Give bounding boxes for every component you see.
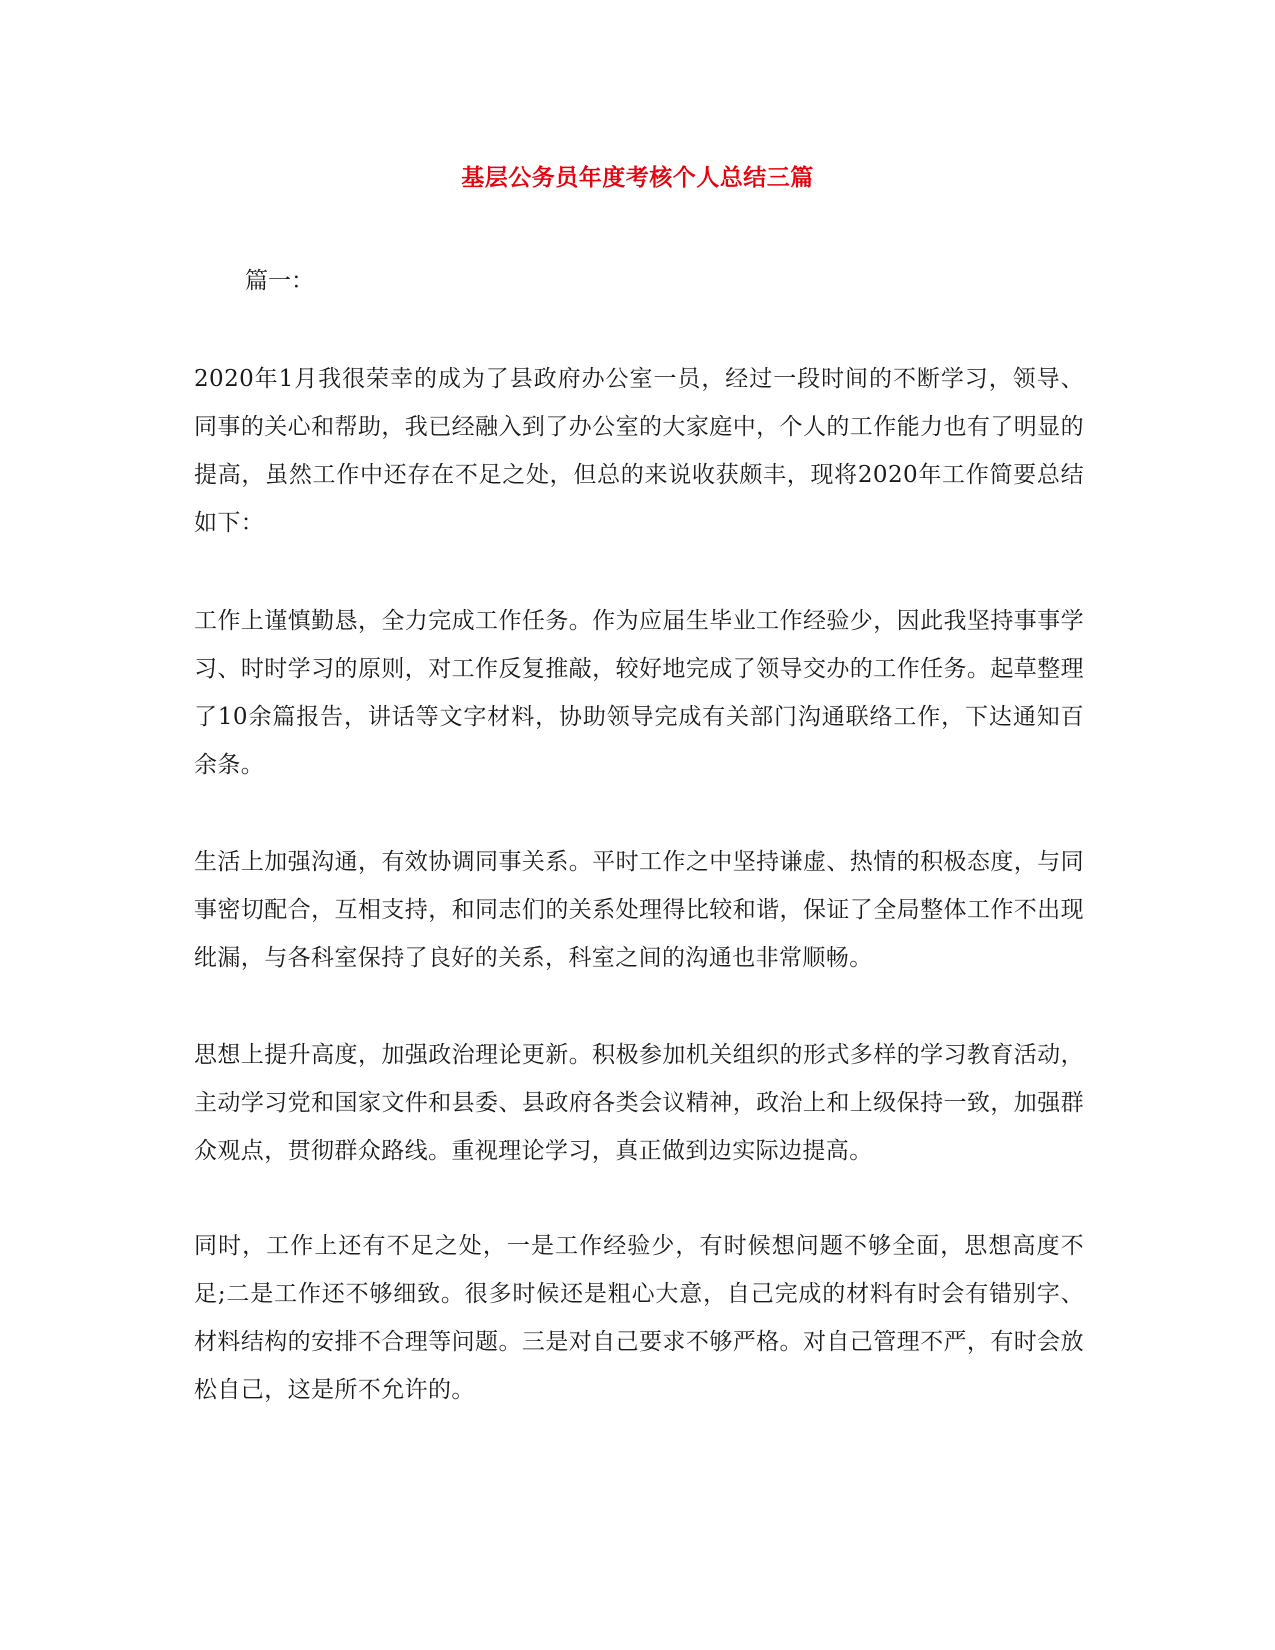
paragraph-intro: 2020年1月我很荣幸的成为了县政府办公室一员，经过一段时间的不断学习，领导、同事的关心和帮助，我已经融入到了办公室的大家庭中，个人的工作能力也有了明显的提高，虽然工作中还存在不足之处，但总的来说收获颇丰，现将2020年工作简要总结如下：: [194, 366, 1084, 536]
paragraph-work: 工作上谨慎勤恳，全力完成工作任务。作为应届生毕业工作经验少，因此我坚持事事学习、时时学习的原则，对工作反复推敲，较好地完成了领导交办的工作任务。起草整理了10余篇报告，讲话等文字材料，协助领导完成有关部门沟通联络工作，下达通知百余条。: [194, 608, 1084, 778]
paragraph-thought: 思想上提升高度，加强政治理论更新。积极参加机关组织的形式多样的学习教育活动，主动学习党和国家文件和县委、县政府各类会议精神，政治上和上级保持一致，加强群众观点，贯彻群众路线。重视理论学习，真正做到边实际边提高。: [194, 1042, 1084, 1164]
document-title: 基层公务员年度考核个人总结三篇: [461, 164, 814, 191]
paragraph-shortcomings: 同时，工作上还有不足之处，一是工作经验少，有时候想问题不够全面，思想高度不足;二是工作还不够细致。很多时候还是粗心大意，自己完成的材料有时会有错别字、材料结构的安排不合理等问题。三是对自己要求不够严格。对自己管理不严，有时会放松自己，这是所不允许的。: [194, 1233, 1084, 1403]
paragraph-life: 生活上加强沟通，有效协调同事关系。平时工作之中坚持谦虚、热情的积极态度，与同事密切配合，互相支持，和同志们的关系处理得比较和谐，保证了全局整体工作不出现纰漏，与各科室保持了良好的关系，科室之间的沟通也非常顺畅。: [194, 849, 1084, 971]
section-label: 篇一：: [245, 268, 314, 294]
